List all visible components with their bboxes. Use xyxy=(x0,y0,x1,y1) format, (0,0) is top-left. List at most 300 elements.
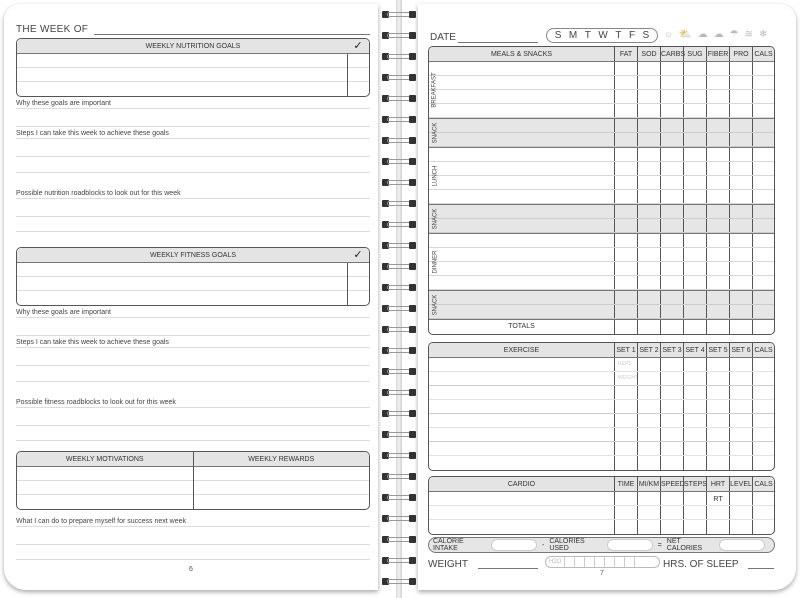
calorie-intake-field[interactable] xyxy=(491,539,537,551)
punch-hole xyxy=(409,515,416,522)
table-cell[interactable] xyxy=(660,428,683,441)
table-cell[interactable] xyxy=(637,76,660,89)
table-cell[interactable] xyxy=(637,428,660,441)
table-cell[interactable] xyxy=(706,190,729,203)
table-cell[interactable] xyxy=(683,305,706,318)
table-cell[interactable] xyxy=(429,276,614,289)
write-line[interactable] xyxy=(16,365,370,366)
table-cell[interactable] xyxy=(683,234,706,247)
table-cell[interactable] xyxy=(706,428,729,441)
windy-icon[interactable]: ≋ xyxy=(744,29,753,40)
overcast-icon[interactable]: ☁ xyxy=(713,29,724,40)
week-of-field[interactable] xyxy=(94,34,370,35)
table-cell[interactable] xyxy=(729,62,752,75)
sleep-field[interactable] xyxy=(748,568,774,569)
write-line[interactable] xyxy=(16,381,370,382)
table-cell[interactable] xyxy=(429,90,614,103)
table-cell[interactable] xyxy=(752,400,774,413)
table-cell[interactable] xyxy=(637,148,660,161)
table-cell[interactable] xyxy=(729,104,752,117)
write-line[interactable] xyxy=(16,126,370,127)
table-cell[interactable] xyxy=(729,162,752,175)
table-cell[interactable] xyxy=(660,400,683,413)
table-cell[interactable] xyxy=(706,358,729,371)
day-monday[interactable]: M xyxy=(568,30,578,41)
cloudy-icon[interactable]: ☁ xyxy=(697,29,708,40)
table-cell[interactable] xyxy=(683,90,706,103)
table-cell[interactable] xyxy=(683,276,706,289)
table-cell[interactable] xyxy=(752,119,774,132)
table-cell[interactable] xyxy=(729,291,752,304)
water-cup[interactable] xyxy=(574,557,584,567)
table-cell[interactable] xyxy=(683,372,706,385)
table-cell[interactable] xyxy=(752,148,774,161)
reward-row[interactable] xyxy=(194,495,370,509)
table-cell[interactable] xyxy=(729,234,752,247)
table-cell[interactable] xyxy=(683,414,706,427)
table-cell[interactable] xyxy=(706,119,729,132)
table-cell[interactable] xyxy=(706,104,729,117)
table-cell[interactable] xyxy=(706,133,729,146)
table-cell[interactable] xyxy=(614,205,637,218)
table-cell[interactable] xyxy=(706,162,729,175)
table-cell[interactable] xyxy=(683,358,706,371)
water-cup[interactable] xyxy=(634,557,644,567)
snow-icon[interactable]: ❄ xyxy=(758,29,768,40)
table-cell[interactable] xyxy=(429,386,614,399)
table-cell[interactable] xyxy=(752,248,774,261)
table-cell[interactable] xyxy=(637,492,660,505)
motivation-row[interactable] xyxy=(17,481,193,495)
write-line[interactable] xyxy=(16,231,370,232)
table-cell[interactable] xyxy=(752,205,774,218)
water-cup[interactable] xyxy=(604,557,614,567)
total-cell[interactable] xyxy=(729,320,752,334)
total-cell[interactable] xyxy=(614,320,637,334)
table-cell[interactable] xyxy=(752,176,774,189)
table-cell[interactable] xyxy=(752,456,774,470)
date-field[interactable] xyxy=(458,42,538,43)
table-cell[interactable] xyxy=(637,506,660,519)
table-cell[interactable] xyxy=(660,520,683,534)
table-cell[interactable] xyxy=(706,262,729,275)
table-cell[interactable] xyxy=(660,372,683,385)
table-cell[interactable] xyxy=(429,400,614,413)
table-cell[interactable] xyxy=(683,104,706,117)
table-cell[interactable] xyxy=(637,90,660,103)
table-cell[interactable] xyxy=(729,456,752,470)
table-cell[interactable] xyxy=(683,205,706,218)
table-cell[interactable] xyxy=(660,219,683,232)
table-cell[interactable] xyxy=(614,305,637,318)
table-cell[interactable] xyxy=(429,358,614,371)
table-cell[interactable] xyxy=(637,119,660,132)
table-cell[interactable] xyxy=(660,119,683,132)
calories-used-field[interactable] xyxy=(607,539,653,551)
table-cell[interactable] xyxy=(429,119,614,132)
table-cell[interactable] xyxy=(729,119,752,132)
table-cell[interactable] xyxy=(429,219,614,232)
day-thursday[interactable]: T xyxy=(615,30,622,41)
table-cell[interactable] xyxy=(429,372,614,385)
table-cell[interactable] xyxy=(729,492,752,505)
table-cell[interactable] xyxy=(683,190,706,203)
table-cell[interactable] xyxy=(637,248,660,261)
table-cell[interactable] xyxy=(706,205,729,218)
table-cell[interactable] xyxy=(729,90,752,103)
table-cell[interactable] xyxy=(752,90,774,103)
table-cell[interactable] xyxy=(614,234,637,247)
table-cell[interactable] xyxy=(683,506,706,519)
reward-row[interactable] xyxy=(194,481,370,495)
table-cell[interactable] xyxy=(637,305,660,318)
table-cell[interactable] xyxy=(752,386,774,399)
table-cell[interactable] xyxy=(683,492,706,505)
table-cell[interactable] xyxy=(683,428,706,441)
table-cell[interactable] xyxy=(752,291,774,304)
table-cell[interactable] xyxy=(660,414,683,427)
table-cell[interactable] xyxy=(614,492,637,505)
write-line[interactable] xyxy=(16,544,370,545)
table-cell[interactable] xyxy=(614,248,637,261)
partly-cloudy-icon[interactable]: ⛅ xyxy=(679,29,692,40)
table-cell[interactable] xyxy=(752,276,774,289)
table-cell[interactable] xyxy=(683,456,706,470)
table-cell[interactable] xyxy=(660,104,683,117)
table-cell[interactable] xyxy=(706,305,729,318)
table-cell[interactable] xyxy=(752,104,774,117)
table-cell[interactable] xyxy=(683,119,706,132)
table-cell[interactable] xyxy=(614,62,637,75)
table-cell[interactable] xyxy=(752,428,774,441)
meal-label-text: LUNCH xyxy=(432,165,439,187)
table-cell[interactable] xyxy=(752,372,774,385)
table-cell[interactable] xyxy=(729,205,752,218)
table-cell[interactable] xyxy=(429,262,614,275)
total-cell[interactable] xyxy=(683,320,706,334)
table-cell[interactable] xyxy=(660,291,683,304)
table-cell[interactable] xyxy=(706,90,729,103)
table-cell[interactable] xyxy=(614,291,637,304)
table-cell[interactable] xyxy=(706,148,729,161)
table-cell[interactable] xyxy=(429,234,614,247)
table-cell[interactable] xyxy=(729,506,752,519)
table-cell[interactable] xyxy=(429,305,614,318)
table-cell[interactable] xyxy=(614,176,637,189)
table-cell[interactable] xyxy=(706,219,729,232)
table-cell[interactable] xyxy=(637,456,660,470)
table-cell[interactable] xyxy=(660,76,683,89)
table-cell[interactable] xyxy=(637,276,660,289)
table-cell[interactable] xyxy=(729,133,752,146)
table-cell[interactable] xyxy=(429,456,614,470)
table-cell[interactable] xyxy=(660,162,683,175)
table-cell[interactable] xyxy=(429,190,614,203)
table-cell[interactable] xyxy=(429,414,614,427)
table-cell[interactable] xyxy=(752,234,774,247)
total-cell[interactable] xyxy=(752,320,774,334)
table-cell[interactable] xyxy=(637,190,660,203)
table-cell[interactable] xyxy=(614,400,637,413)
table-cell[interactable] xyxy=(683,442,706,455)
table-cell[interactable] xyxy=(683,62,706,75)
table-cell[interactable] xyxy=(637,62,660,75)
net-calories-field[interactable] xyxy=(719,539,765,551)
meal-row xyxy=(429,119,774,133)
table-cell[interactable] xyxy=(637,262,660,275)
water-cup[interactable] xyxy=(594,557,604,567)
table-cell[interactable] xyxy=(729,428,752,441)
goal-row[interactable] xyxy=(17,82,369,96)
table-cell[interactable] xyxy=(706,400,729,413)
table-cell[interactable] xyxy=(429,248,614,261)
table-cell[interactable] xyxy=(752,520,774,534)
table-cell[interactable] xyxy=(660,234,683,247)
table-cell[interactable] xyxy=(614,442,637,455)
equals-sign: = xyxy=(657,541,662,549)
table-cell[interactable] xyxy=(706,506,729,519)
goal-row[interactable] xyxy=(17,68,369,82)
table-cell[interactable] xyxy=(752,442,774,455)
table-cell[interactable] xyxy=(429,520,614,534)
write-line[interactable] xyxy=(16,216,370,217)
table-cell[interactable] xyxy=(706,276,729,289)
table-cell[interactable] xyxy=(729,76,752,89)
table-cell[interactable] xyxy=(706,372,729,385)
table-cell[interactable] xyxy=(752,262,774,275)
table-cell[interactable] xyxy=(683,148,706,161)
table-cell[interactable] xyxy=(614,506,637,519)
motivation-row[interactable] xyxy=(17,467,193,481)
table-cell[interactable] xyxy=(660,386,683,399)
table-cell[interactable] xyxy=(637,372,660,385)
table-cell[interactable] xyxy=(729,276,752,289)
table-cell[interactable] xyxy=(429,162,614,175)
table-cell[interactable] xyxy=(706,248,729,261)
table-cell[interactable] xyxy=(429,148,614,161)
table-cell[interactable] xyxy=(429,62,614,75)
table-cell[interactable] xyxy=(683,162,706,175)
table-cell[interactable] xyxy=(429,492,614,505)
table-cell[interactable] xyxy=(614,372,637,385)
weight-field[interactable] xyxy=(478,568,538,569)
water-cup[interactable] xyxy=(624,557,634,567)
punch-hole xyxy=(409,494,416,501)
day-wednesday[interactable]: W xyxy=(598,30,608,41)
write-line[interactable] xyxy=(16,440,370,441)
table-cell[interactable] xyxy=(660,176,683,189)
table-cell[interactable] xyxy=(429,76,614,89)
sunny-icon[interactable]: ☼ xyxy=(664,29,674,40)
table-cell[interactable] xyxy=(614,76,637,89)
goal-row[interactable] xyxy=(17,291,369,305)
table-cell[interactable] xyxy=(637,104,660,117)
total-cell[interactable] xyxy=(637,320,660,334)
table-cell[interactable] xyxy=(660,62,683,75)
table-cell[interactable] xyxy=(706,76,729,89)
day-saturday[interactable]: S xyxy=(642,30,650,41)
table-cell[interactable] xyxy=(637,400,660,413)
table-cell[interactable] xyxy=(660,90,683,103)
table-cell[interactable] xyxy=(660,148,683,161)
table-cell[interactable] xyxy=(752,76,774,89)
table-cell[interactable] xyxy=(729,219,752,232)
table-cell[interactable] xyxy=(614,386,637,399)
table-cell[interactable] xyxy=(683,262,706,275)
nutrition-roadblocks-prompt: Possible nutrition roadblocks to look out for this week xyxy=(16,190,370,199)
table-cell[interactable] xyxy=(683,133,706,146)
table-cell[interactable] xyxy=(614,358,637,371)
table-cell[interactable] xyxy=(637,205,660,218)
table-cell[interactable] xyxy=(614,90,637,103)
write-line[interactable] xyxy=(16,156,370,157)
table-cell[interactable] xyxy=(706,386,729,399)
table-cell[interactable] xyxy=(706,456,729,470)
write-line[interactable] xyxy=(16,172,370,173)
table-cell[interactable] xyxy=(614,456,637,470)
table-cell[interactable] xyxy=(729,248,752,261)
table-cell[interactable] xyxy=(614,276,637,289)
table-cell[interactable] xyxy=(637,234,660,247)
table-cell[interactable] xyxy=(429,133,614,146)
table-cell[interactable] xyxy=(752,219,774,232)
table-cell[interactable] xyxy=(683,386,706,399)
table-cell[interactable] xyxy=(637,133,660,146)
table-cell[interactable] xyxy=(729,372,752,385)
table-cell[interactable] xyxy=(660,358,683,371)
table-cell[interactable] xyxy=(614,133,637,146)
table-cell[interactable] xyxy=(660,492,683,505)
table-cell[interactable] xyxy=(637,386,660,399)
table-cell[interactable] xyxy=(660,442,683,455)
table-cell[interactable] xyxy=(683,176,706,189)
table-cell[interactable] xyxy=(429,176,614,189)
table-cell[interactable] xyxy=(752,305,774,318)
table-cell[interactable] xyxy=(752,358,774,371)
table-cell[interactable] xyxy=(752,506,774,519)
table-cell[interactable] xyxy=(614,219,637,232)
day-sunday[interactable]: S xyxy=(554,30,562,41)
table-cell[interactable] xyxy=(683,248,706,261)
table-cell[interactable] xyxy=(614,190,637,203)
table-cell[interactable] xyxy=(729,190,752,203)
table-cell[interactable] xyxy=(660,133,683,146)
wire-loop xyxy=(387,222,411,227)
day-friday[interactable]: F xyxy=(628,30,636,41)
table-cell[interactable] xyxy=(752,190,774,203)
table-cell[interactable] xyxy=(637,219,660,232)
table-cell[interactable] xyxy=(683,520,706,534)
table-cell[interactable] xyxy=(614,262,637,275)
table-cell[interactable] xyxy=(637,414,660,427)
water-cup[interactable] xyxy=(614,557,624,567)
table-cell[interactable] xyxy=(683,219,706,232)
table-cell[interactable] xyxy=(706,492,729,505)
table-cell[interactable] xyxy=(752,492,774,505)
table-cell[interactable] xyxy=(614,414,637,427)
table-cell[interactable] xyxy=(729,386,752,399)
table-cell[interactable] xyxy=(752,133,774,146)
table-cell[interactable] xyxy=(706,520,729,534)
punch-hole xyxy=(409,452,416,459)
table-cell[interactable] xyxy=(637,176,660,189)
total-cell[interactable] xyxy=(706,320,729,334)
rain-icon[interactable]: ☂ xyxy=(729,29,739,40)
table-cell[interactable] xyxy=(614,428,637,441)
total-cell[interactable] xyxy=(660,320,683,334)
table-cell[interactable] xyxy=(637,442,660,455)
table-cell[interactable] xyxy=(729,176,752,189)
table-cell[interactable] xyxy=(429,428,614,441)
table-cell[interactable] xyxy=(614,162,637,175)
write-line[interactable] xyxy=(16,559,370,560)
reward-row[interactable] xyxy=(194,467,370,481)
motivation-row[interactable] xyxy=(17,495,193,509)
day-tuesday[interactable]: T xyxy=(584,30,591,41)
table-cell[interactable] xyxy=(729,358,752,371)
water-cup[interactable] xyxy=(564,557,574,567)
goal-row[interactable] xyxy=(17,54,369,68)
table-cell[interactable] xyxy=(614,148,637,161)
table-cell[interactable] xyxy=(637,358,660,371)
table-cell[interactable] xyxy=(706,442,729,455)
table-cell[interactable] xyxy=(429,104,614,117)
table-cell[interactable] xyxy=(660,248,683,261)
table-cell[interactable] xyxy=(729,262,752,275)
table-cell[interactable] xyxy=(429,442,614,455)
table-cell[interactable] xyxy=(706,176,729,189)
water-cup[interactable] xyxy=(584,557,594,567)
table-cell[interactable] xyxy=(729,305,752,318)
table-cell[interactable] xyxy=(729,520,752,534)
write-line[interactable] xyxy=(16,335,370,336)
table-cell[interactable] xyxy=(660,305,683,318)
table-cell[interactable] xyxy=(637,291,660,304)
table-cell[interactable] xyxy=(429,506,614,519)
table-cell[interactable] xyxy=(683,76,706,89)
table-cell[interactable] xyxy=(752,414,774,427)
table-cell[interactable] xyxy=(637,520,660,534)
table-cell[interactable] xyxy=(729,442,752,455)
table-cell[interactable] xyxy=(683,291,706,304)
table-cell[interactable] xyxy=(429,291,614,304)
table-cell[interactable] xyxy=(729,414,752,427)
table-cell[interactable] xyxy=(752,62,774,75)
table-cell[interactable] xyxy=(706,414,729,427)
table-cell[interactable] xyxy=(660,262,683,275)
table-cell[interactable] xyxy=(660,276,683,289)
table-cell[interactable] xyxy=(706,291,729,304)
table-cell[interactable] xyxy=(614,520,637,534)
goal-row[interactable] xyxy=(17,263,369,277)
write-line[interactable] xyxy=(16,425,370,426)
goal-row[interactable] xyxy=(17,277,369,291)
table-cell[interactable] xyxy=(660,506,683,519)
table-cell[interactable] xyxy=(660,190,683,203)
table-cell[interactable] xyxy=(729,400,752,413)
table-cell[interactable] xyxy=(429,205,614,218)
table-cell[interactable] xyxy=(752,162,774,175)
table-cell[interactable] xyxy=(614,104,637,117)
table-cell[interactable] xyxy=(637,162,660,175)
table-cell[interactable] xyxy=(683,400,706,413)
table-cell[interactable] xyxy=(660,205,683,218)
table-cell[interactable] xyxy=(614,119,637,132)
table-cell[interactable] xyxy=(706,62,729,75)
table-cell[interactable] xyxy=(729,148,752,161)
table-cell[interactable] xyxy=(706,234,729,247)
table-cell[interactable] xyxy=(660,456,683,470)
